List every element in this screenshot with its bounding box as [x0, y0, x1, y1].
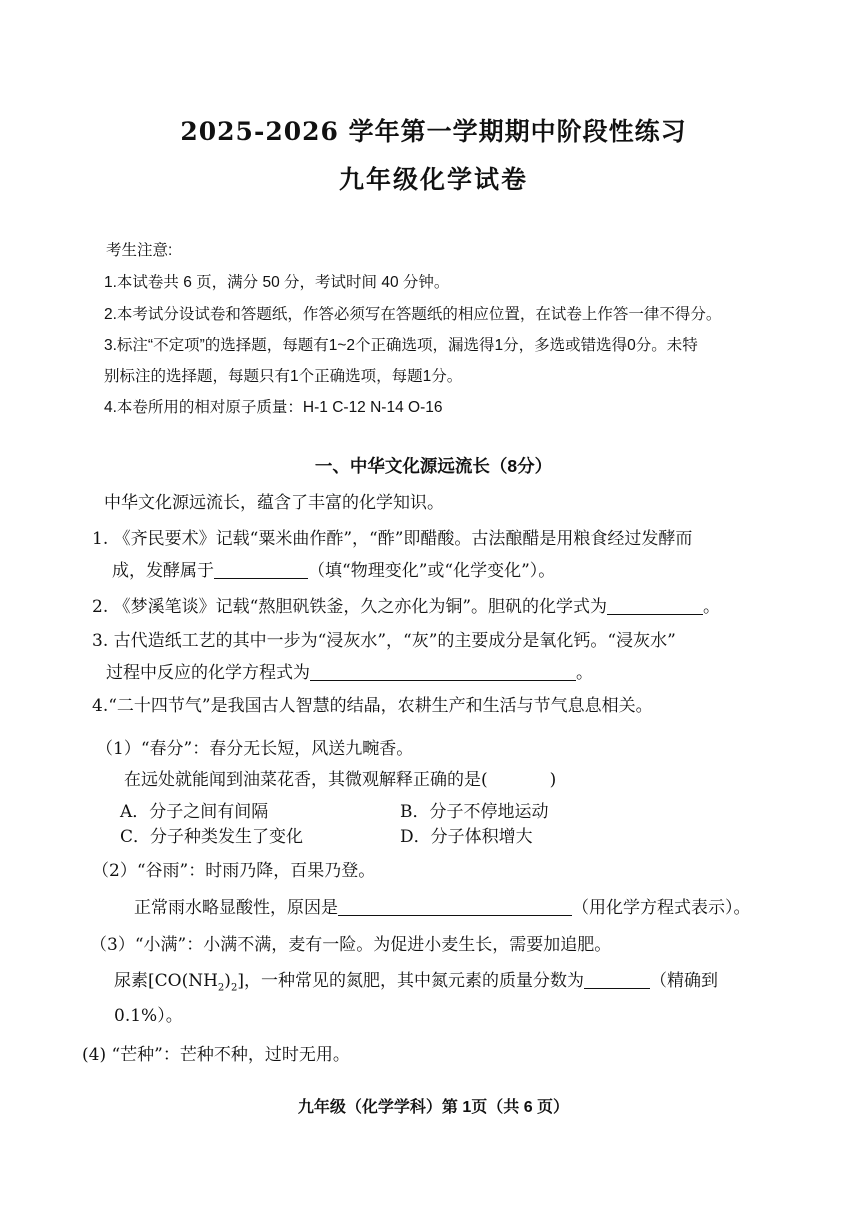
option-d[interactable]: D．分子体积增大 [400, 827, 533, 847]
question-1-line-2 [112, 556, 555, 581]
question-4-2-hint: （用化学方程式表示）。 [572, 898, 751, 918]
exam-subtitle: 九年级化学试卷 [338, 165, 528, 194]
notes-heading: 考生注意: [106, 242, 173, 259]
option-a[interactable]: A．分子之间有间隔 [120, 802, 269, 822]
question-2-end: 。 [703, 597, 721, 617]
question-4-1-stem-close: ) [549, 770, 557, 790]
question-3-line-2 [106, 658, 593, 683]
note-item-3-cont: 别标注的选择题，每题只有1个正确选项，每题1分。 [104, 368, 463, 385]
question-4-4: (4) “芒种”：芒种不种，过时无用。 [82, 1045, 350, 1065]
question-3-line-1: 3. 古代造纸工艺的其中一步为“浸灰水”，“灰”的主要成分是氧化钙。“浸灰水” [92, 631, 676, 651]
question-4-2-stem-text: 正常雨水略显酸性，原因是 [134, 898, 338, 918]
note-item-4: 4.本卷所用的相对原子质量：H-1 C-12 N-14 O-16 [104, 399, 443, 416]
question-4-2-stem [134, 893, 751, 918]
answer-blank-1[interactable] [214, 562, 308, 579]
urea-formula-b: ) [224, 971, 231, 991]
question-4-3-hint: （精确到 [649, 971, 718, 991]
urea-formula-a: 尿素[CO(NH [114, 971, 218, 991]
urea-subscript-1: 2 [217, 982, 225, 994]
question-4-3-stem [114, 966, 718, 993]
question-3-text: 过程中反应的化学方程式为 [106, 663, 310, 683]
section-intro: 中华文化源远流长，蕴含了丰富的化学知识。 [104, 493, 444, 513]
question-4-3: （3）“小满”：小满不满，麦有一险。为促进小麦生长，需要加追肥。 [90, 935, 612, 955]
note-item-1: 1.本试卷共 6 页，满分 50 分，考试时间 40 分钟。 [104, 274, 450, 291]
question-1-line-1: 1. 《齐民要术》记载“粟米曲作酢”，“酢”即醋酸。古法酿醋是用粮食经过发酵而 [92, 529, 693, 549]
exam-title: 2025-2026 学年第一学期期中阶段性练习 [180, 117, 687, 146]
answer-blank-3[interactable] [310, 664, 576, 681]
question-4-1-stem [124, 765, 556, 790]
urea-subscript-2: 2 [230, 982, 238, 994]
question-3-end: 。 [576, 663, 593, 683]
question-4: 4.“二十四节气”是我国古人智慧的结晶，农耕生产和生活与节气息息相关。 [92, 696, 653, 716]
section-title: 一、中华文化源远流长（8分） [314, 456, 553, 476]
answer-blank-4-3[interactable] [584, 972, 650, 989]
option-c[interactable]: C．分子种类发生了变化 [120, 827, 304, 847]
question-2 [92, 592, 720, 617]
answer-blank-4-2[interactable] [338, 899, 572, 916]
note-item-2: 2.本考试分设试卷和答题纸，作答必须写在答题纸的相应位置，在试卷上作答一律不得分。 [104, 306, 722, 323]
question-1-hint: （填“物理变化”或“化学变化”）。 [308, 561, 556, 581]
question-2-text: 2. 《梦溪笔谈》记载“熬胆矾铁釜，久之亦化为铜”。胆矾的化学式为 [92, 597, 608, 617]
question-1-text: 成，发酵属于 [112, 561, 214, 581]
question-4-1-stem-text: 在远处就能闻到油菜花香，其微观解释正确的是( [124, 770, 488, 790]
page-footer: 九年级（化学学科）第 1页（共 6 页） [297, 1099, 570, 1116]
note-item-3: 3.标注“不定项”的选择题，每题有1~2个正确选项，漏选得1分，多选或错选得0分。未特 [104, 337, 698, 354]
question-4-3-precision: 0.1%）。 [114, 1006, 183, 1026]
question-4-2: （2）“谷雨”：时雨乃降，百果乃登。 [92, 861, 376, 881]
option-b[interactable]: B．分子不停地运动 [400, 802, 549, 822]
answer-blank-2[interactable] [607, 598, 703, 615]
question-4-1: （1）“春分”：春分无长短，风送九畹香。 [96, 739, 414, 759]
question-4-3-stem-text: ]，一种常见的氮肥，其中氮元素的质量分数为 [237, 971, 584, 991]
